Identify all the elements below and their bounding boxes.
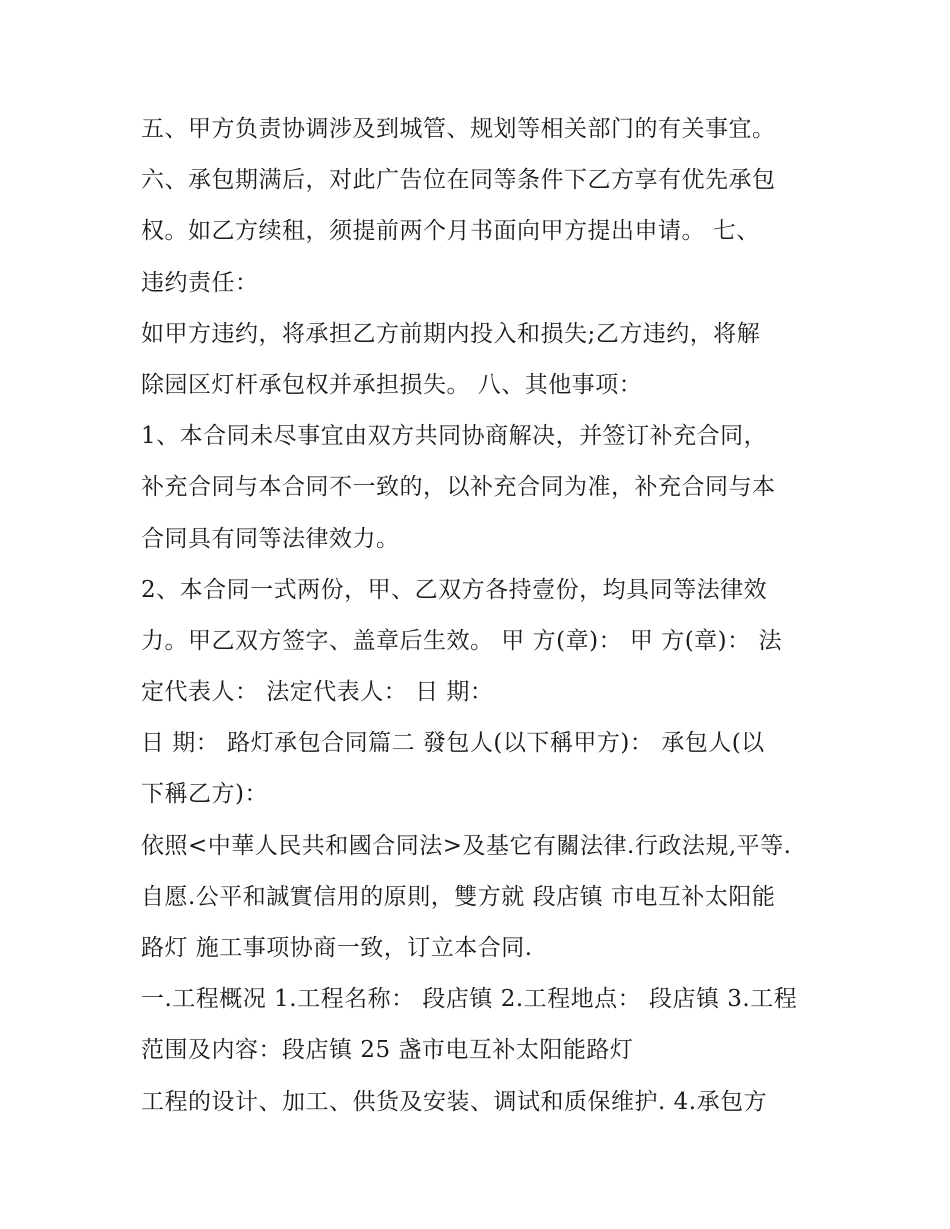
text-line: 工程的设计、加工、供货及安装、调试和质保维护. 4.承包方 [141, 1088, 768, 1115]
text-line: 一.工程概况 1.工程名称： 段店镇 2.工程地点： 段店镇 3.工程 [141, 986, 798, 1013]
text-line: 如甲方违约，将承担乙方前期内投入和损失;乙方违约，将解 [141, 320, 761, 347]
text-line: 范围及内容：段店镇 25 盏市电互补太阳能路灯 [141, 1037, 634, 1064]
text-line: 1、本合同未尽事宜由双方共同协商解决，并签订补充合同， [141, 423, 768, 450]
text-line: 2、本合同一式两份，甲、乙双方各持壹份，均具同等法律效 [141, 576, 768, 603]
text-line: 违约责任： [141, 269, 259, 296]
text-line: 力。甲乙双方签字、盖章后生效。 甲 方(章)： 甲 方(章)： 法 [141, 627, 782, 654]
text-line: 下稱乙方)： [141, 781, 268, 808]
text-line: 补充合同与本合同不一致的，以补充合同为准，补充合同与本 [141, 474, 776, 501]
text-line: 五、甲方负责协调涉及到城管、规划等相关部门的有关事宜。 [141, 116, 776, 142]
text-line: 权。如乙方续租，须提前两个月书面向甲方提出申请。 七、 [141, 218, 760, 245]
document-body [141, 104, 831, 1128]
text-line: 日 期： 路灯承包合同篇二 發包人(以下稱甲方)： 承包人(以 [141, 730, 765, 757]
text-line: 合同具有同等法律效力。 [141, 525, 400, 552]
text-line: 六、承包期满后，对此广告位在同等条件下乙方享有优先承包 [141, 167, 776, 194]
text-line: 路灯 施工事项协商一致，订立本合同. [141, 935, 533, 961]
text-line: 依照<中華人民共和國合同法>及基它有關法律.行政法規,平等. [141, 832, 792, 859]
text-line: 定代表人： 法定代表人： 日 期： [141, 679, 494, 706]
text-line: 自愿.公平和誠實信用的原則，雙方就 段店镇 市电互补太阳能 [141, 883, 776, 910]
text-line: 除园区灯杆承包权并承担损失。 八、其他事项： [141, 371, 643, 398]
